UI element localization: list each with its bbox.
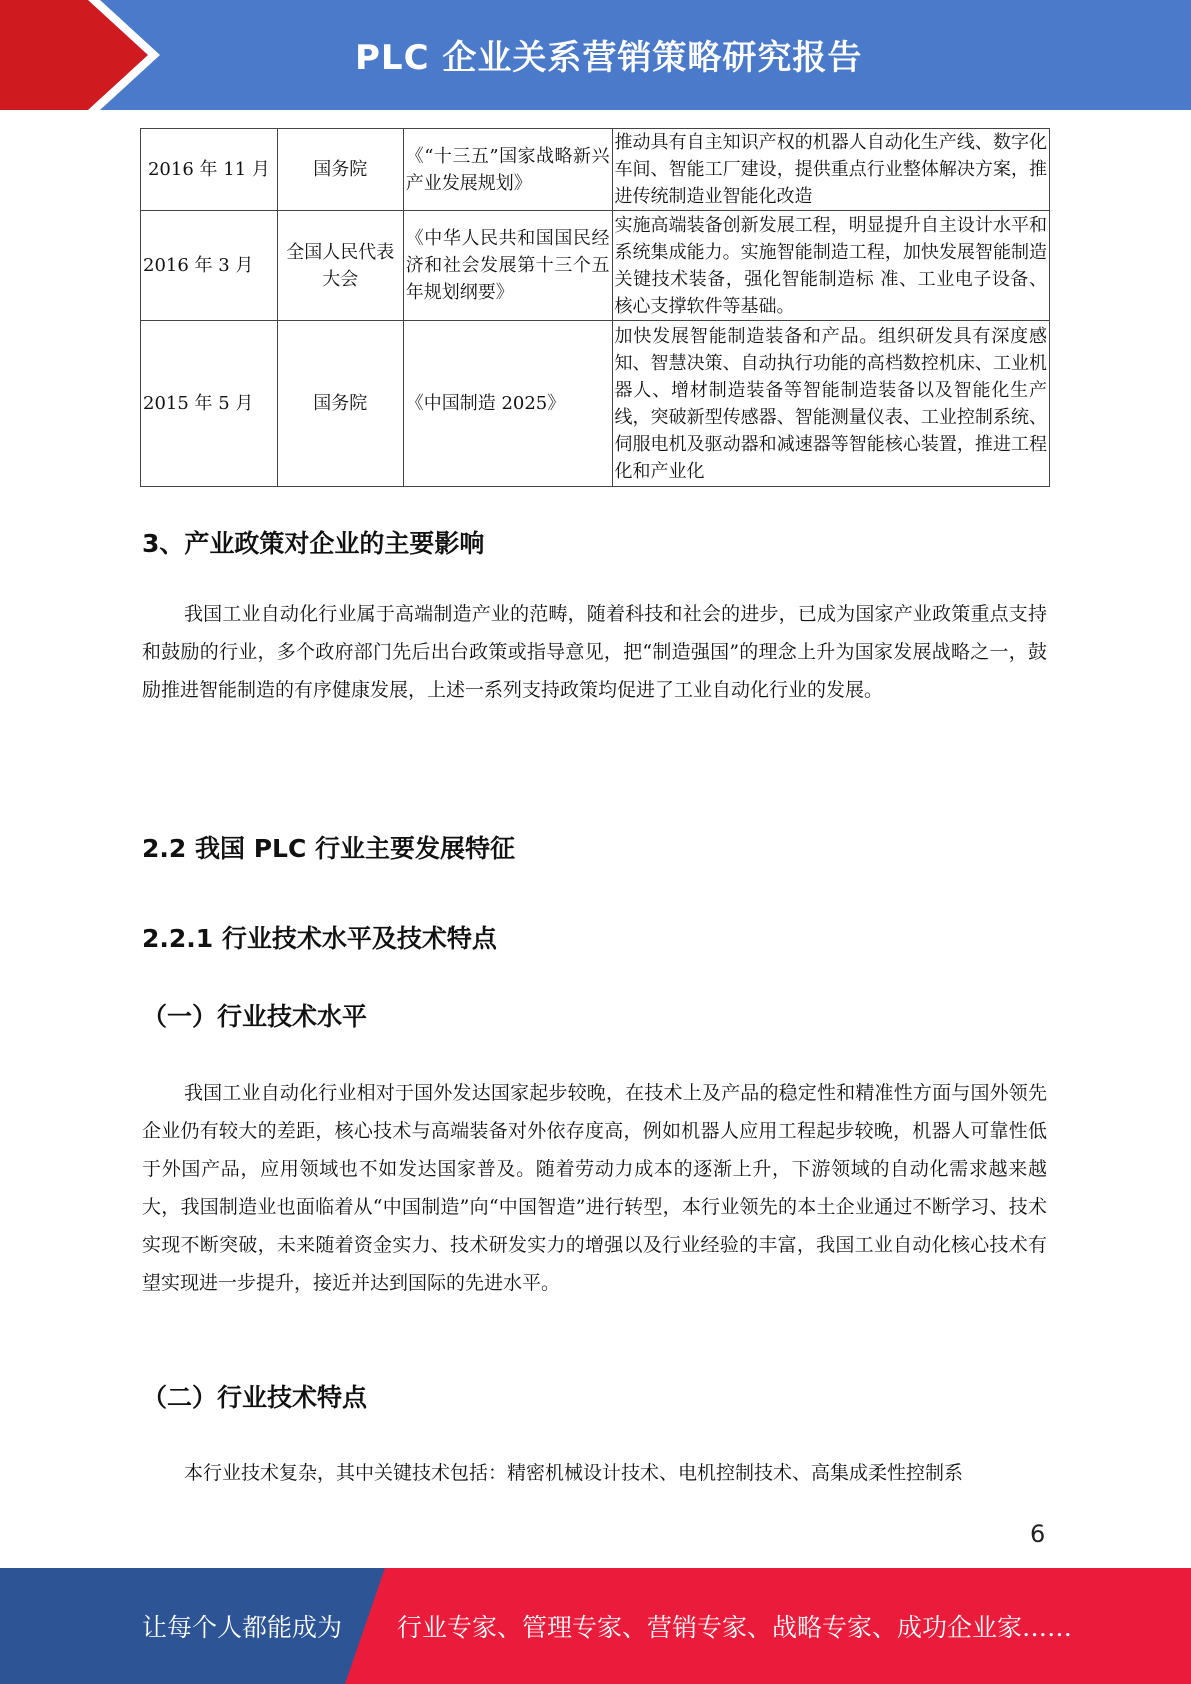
section-heading: 3、产业政策对企业的主要影响 [142, 529, 485, 558]
table-cell-content: 实施高端装备创新发展工程，明显提升自主设计水平和系统集成能力。实施智能制造工程，加快发展智能制造关键技术装备，强化智能制造标 准、工业电子设备、核心支撑软件等基础。 [612, 211, 1049, 321]
subsection-heading: （二）行业技术特点 [142, 1383, 368, 1412]
section-heading: 2.2 我国 PLC 行业主要发展特征 [142, 834, 515, 863]
table-cell-doc: 《中国制造 2025》 [403, 321, 612, 487]
page-header [0, 0, 1191, 110]
section-paragraph: 我国工业自动化行业属于高端制造产业的范畴，随着科技和社会的进步，已成为国家产业政策重点支持和鼓励的行业，多个政府部门先后出台政策或指导意见，把“制造强国”的理念上升为国家发展战略之一，鼓励推进智能制造的有序健康发展，上述一系列支持政策均促进了工业自动化行业的发展。 [142, 603, 1047, 701]
table-row [141, 321, 1050, 487]
table-cell-org: 全国人民代表大会 [277, 211, 403, 321]
table-cell-content: 推动具有自主知识产权的机器人自动化生产线、数字化车间、智能工厂建设，提供重点行业整体解决方案，推进传统制造业智能化改造 [612, 129, 1049, 211]
section-paragraph: 我国工业自动化行业相对于国外发达国家起步较晚，在技术上及产品的稳定性和精准性方面与国外领先企业仍有较大的差距，核心技术与高端装备对外依存度高，例如机器人应用工程起步较晚，机器人可靠性低于外国产品，应用领域也不如发达国家普及。随着劳动力成本的逐渐上升，下游领域的自动化需求越来越大，我国制造业也面临着从“中国制造”向“中国智造”进行转型，本行业领先的本土企业通过不断学习、技术实现不断突破，未来随着资金实力、技术研发实力的增强以及行业经验的丰富，我国工业自动化核心技术有望实现进一步提升，接近并达到国际的先进水平。 [142, 1082, 1047, 1294]
subsection-heading: 2.2.1 行业技术水平及技术特点 [142, 924, 497, 953]
table-cell-org: 国务院 [277, 129, 403, 211]
page-footer [0, 1568, 1191, 1684]
table-cell-doc: 《“十三五”国家战略新兴产业发展规划》 [403, 129, 612, 211]
table-cell-date: 2016 年 11 月 [141, 129, 278, 211]
section-paragraph: 本行业技术复杂，其中关键技术包括：精密机械设计技术、电机控制技术、高集成柔性控制系 [184, 1462, 964, 1484]
footer-slogan-left: 让每个人都能成为 [142, 1613, 343, 1642]
table-cell-date: 2016 年 3 月 [141, 211, 278, 321]
header-title: PLC 企业关系营销策略研究报告 [355, 38, 863, 78]
table-cell-doc: 《中华人民共和国国民经济和社会发展第十三个五年规划纲要》 [403, 211, 612, 321]
subsection-heading: （一）行业技术水平 [142, 1002, 368, 1031]
table-row [141, 129, 1050, 211]
table-cell-content: 加快发展智能制造装备和产品。组织研发具有深度感知、智慧决策、自动执行功能的高档数控机床、工业机器人、增材制造装备等智能制造装备以及智能化生产线，突破新型传感器、智能测量仪表、工业控制系统、伺服电机及驱动器和减速器等智能核心装置，推进工程化和产业化 [612, 321, 1049, 487]
policy-table [140, 128, 1050, 487]
table-cell-org: 国务院 [277, 321, 403, 487]
header-arrow-decoration [0, 0, 160, 110]
table-cell-date: 2015 年 5 月 [141, 321, 278, 487]
page-number: 6 [1030, 1520, 1046, 1548]
footer-slogan-right: 行业专家、管理专家、营销专家、战略专家、成功企业家…… [397, 1613, 1073, 1642]
table-row [141, 211, 1050, 321]
